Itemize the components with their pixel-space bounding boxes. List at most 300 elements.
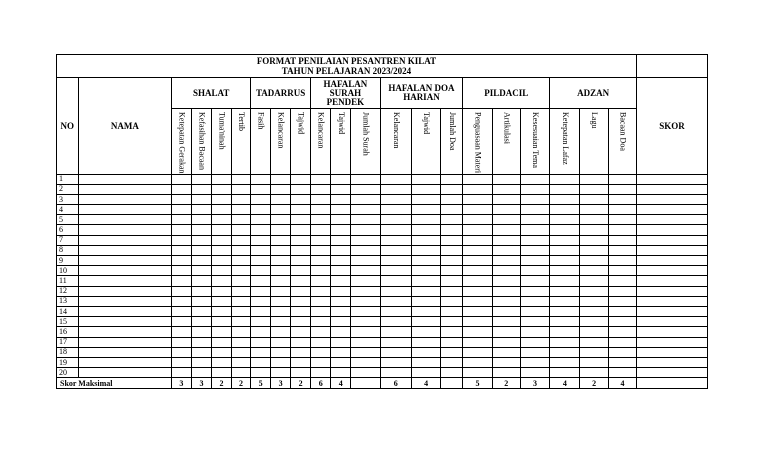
score-cell[interactable] xyxy=(291,256,311,266)
score-cell[interactable] xyxy=(78,215,172,225)
score-cell[interactable] xyxy=(270,205,291,215)
score-cell[interactable] xyxy=(463,174,493,184)
score-cell[interactable] xyxy=(520,286,550,296)
score-cell[interactable] xyxy=(550,327,580,337)
score-cell[interactable] xyxy=(212,225,232,235)
score-cell[interactable] xyxy=(191,205,212,215)
score-cell[interactable] xyxy=(78,337,172,347)
score-cell[interactable] xyxy=(580,215,609,225)
score-cell[interactable] xyxy=(191,215,212,225)
score-cell[interactable] xyxy=(411,184,441,194)
score-cell[interactable] xyxy=(191,347,212,357)
score-cell[interactable] xyxy=(191,276,212,286)
score-cell[interactable] xyxy=(520,317,550,327)
score-cell[interactable] xyxy=(380,205,411,215)
score-cell[interactable] xyxy=(331,174,351,184)
score-cell[interactable] xyxy=(212,205,232,215)
score-cell[interactable] xyxy=(291,337,311,347)
score-cell[interactable] xyxy=(331,256,351,266)
score-cell[interactable] xyxy=(251,235,271,245)
score-cell[interactable] xyxy=(251,368,271,378)
score-cell[interactable] xyxy=(212,296,232,306)
score-cell[interactable] xyxy=(492,215,520,225)
score-cell[interactable] xyxy=(463,215,493,225)
score-cell[interactable] xyxy=(291,296,311,306)
score-cell[interactable] xyxy=(291,235,311,245)
score-cell[interactable] xyxy=(191,306,212,316)
score-cell[interactable] xyxy=(270,174,291,184)
score-cell[interactable] xyxy=(463,256,493,266)
score-cell[interactable] xyxy=(520,368,550,378)
score-cell[interactable] xyxy=(212,184,232,194)
score-cell[interactable] xyxy=(270,327,291,337)
score-cell[interactable] xyxy=(251,184,271,194)
score-cell[interactable] xyxy=(580,266,609,276)
score-cell[interactable] xyxy=(441,215,463,225)
score-cell[interactable] xyxy=(231,184,251,194)
score-cell[interactable] xyxy=(411,276,441,286)
score-cell[interactable] xyxy=(191,174,212,184)
score-cell[interactable] xyxy=(172,215,192,225)
score-cell[interactable] xyxy=(580,194,609,204)
score-cell[interactable] xyxy=(609,225,637,235)
score-cell[interactable] xyxy=(550,235,580,245)
score-cell[interactable] xyxy=(212,276,232,286)
score-cell[interactable] xyxy=(411,245,441,255)
score-cell[interactable] xyxy=(351,266,381,276)
score-cell[interactable] xyxy=(172,174,192,184)
score-cell[interactable] xyxy=(331,266,351,276)
score-cell[interactable] xyxy=(331,194,351,204)
score-cell[interactable] xyxy=(251,266,271,276)
score-cell[interactable] xyxy=(520,337,550,347)
score-cell[interactable] xyxy=(310,357,331,367)
score-cell[interactable] xyxy=(291,205,311,215)
score-cell[interactable] xyxy=(441,256,463,266)
score-cell[interactable] xyxy=(463,194,493,204)
score-cell[interactable] xyxy=(636,194,707,204)
score-cell[interactable] xyxy=(441,368,463,378)
score-cell[interactable] xyxy=(251,317,271,327)
score-cell[interactable] xyxy=(411,194,441,204)
score-cell[interactable] xyxy=(520,235,550,245)
score-cell[interactable] xyxy=(351,286,381,296)
score-cell[interactable] xyxy=(492,327,520,337)
score-cell[interactable] xyxy=(636,266,707,276)
score-cell[interactable] xyxy=(580,337,609,347)
score-cell[interactable] xyxy=(270,368,291,378)
score-cell[interactable] xyxy=(270,194,291,204)
score-cell[interactable] xyxy=(331,296,351,306)
score-cell[interactable] xyxy=(609,296,637,306)
score-cell[interactable] xyxy=(331,357,351,367)
score-cell[interactable] xyxy=(291,225,311,235)
score-cell[interactable] xyxy=(380,174,411,184)
score-cell[interactable] xyxy=(520,245,550,255)
score-cell[interactable] xyxy=(310,276,331,286)
score-cell[interactable] xyxy=(251,225,271,235)
score-cell[interactable] xyxy=(251,357,271,367)
score-cell[interactable] xyxy=(78,306,172,316)
score-cell[interactable] xyxy=(331,245,351,255)
score-cell[interactable] xyxy=(411,296,441,306)
score-cell[interactable] xyxy=(441,235,463,245)
score-cell[interactable] xyxy=(172,276,192,286)
score-cell[interactable] xyxy=(212,256,232,266)
score-cell[interactable] xyxy=(191,296,212,306)
score-cell[interactable] xyxy=(251,337,271,347)
score-cell[interactable] xyxy=(636,317,707,327)
score-cell[interactable] xyxy=(212,194,232,204)
score-cell[interactable] xyxy=(380,317,411,327)
score-cell[interactable] xyxy=(310,337,331,347)
score-cell[interactable] xyxy=(291,368,311,378)
score-cell[interactable] xyxy=(331,205,351,215)
score-cell[interactable] xyxy=(492,317,520,327)
score-cell[interactable] xyxy=(520,296,550,306)
score-cell[interactable] xyxy=(231,327,251,337)
score-cell[interactable] xyxy=(251,256,271,266)
score-cell[interactable] xyxy=(463,368,493,378)
score-cell[interactable] xyxy=(291,347,311,357)
score-cell[interactable] xyxy=(310,306,331,316)
score-cell[interactable] xyxy=(172,225,192,235)
score-cell[interactable] xyxy=(441,245,463,255)
score-cell[interactable] xyxy=(212,174,232,184)
score-cell[interactable] xyxy=(231,256,251,266)
score-cell[interactable] xyxy=(172,256,192,266)
score-cell[interactable] xyxy=(291,184,311,194)
score-cell[interactable] xyxy=(270,306,291,316)
score-cell[interactable] xyxy=(636,184,707,194)
score-cell[interactable] xyxy=(463,266,493,276)
score-cell[interactable] xyxy=(463,276,493,286)
score-cell[interactable] xyxy=(550,368,580,378)
score-cell[interactable] xyxy=(191,337,212,347)
score-cell[interactable] xyxy=(463,286,493,296)
score-cell[interactable] xyxy=(636,256,707,266)
score-cell[interactable] xyxy=(550,174,580,184)
score-cell[interactable] xyxy=(609,266,637,276)
score-cell[interactable] xyxy=(380,266,411,276)
score-cell[interactable] xyxy=(441,286,463,296)
score-cell[interactable] xyxy=(310,347,331,357)
score-cell[interactable] xyxy=(191,286,212,296)
score-cell[interactable] xyxy=(609,184,637,194)
score-cell[interactable] xyxy=(441,266,463,276)
score-cell[interactable] xyxy=(550,205,580,215)
score-cell[interactable] xyxy=(78,286,172,296)
score-cell[interactable] xyxy=(580,256,609,266)
score-cell[interactable] xyxy=(310,256,331,266)
score-cell[interactable] xyxy=(270,296,291,306)
score-cell[interactable] xyxy=(270,266,291,276)
score-cell[interactable] xyxy=(609,276,637,286)
score-cell[interactable] xyxy=(380,235,411,245)
score-cell[interactable] xyxy=(231,215,251,225)
score-cell[interactable] xyxy=(351,184,381,194)
score-cell[interactable] xyxy=(411,256,441,266)
score-cell[interactable] xyxy=(492,174,520,184)
score-cell[interactable] xyxy=(441,184,463,194)
score-cell[interactable] xyxy=(270,276,291,286)
score-cell[interactable] xyxy=(636,368,707,378)
score-cell[interactable] xyxy=(609,368,637,378)
score-cell[interactable] xyxy=(520,357,550,367)
score-cell[interactable] xyxy=(78,347,172,357)
score-cell[interactable] xyxy=(310,174,331,184)
score-cell[interactable] xyxy=(636,286,707,296)
score-cell[interactable] xyxy=(492,266,520,276)
score-cell[interactable] xyxy=(380,256,411,266)
score-cell[interactable] xyxy=(212,317,232,327)
score-cell[interactable] xyxy=(78,276,172,286)
score-cell[interactable] xyxy=(441,337,463,347)
score-cell[interactable] xyxy=(231,357,251,367)
score-cell[interactable] xyxy=(231,286,251,296)
score-cell[interactable] xyxy=(520,256,550,266)
score-cell[interactable] xyxy=(78,235,172,245)
score-cell[interactable] xyxy=(231,306,251,316)
score-cell[interactable] xyxy=(580,357,609,367)
score-cell[interactable] xyxy=(520,205,550,215)
score-cell[interactable] xyxy=(351,368,381,378)
score-cell[interactable] xyxy=(380,337,411,347)
score-cell[interactable] xyxy=(609,205,637,215)
score-cell[interactable] xyxy=(310,296,331,306)
score-cell[interactable] xyxy=(191,245,212,255)
score-cell[interactable] xyxy=(172,327,192,337)
score-cell[interactable] xyxy=(550,256,580,266)
score-cell[interactable] xyxy=(251,245,271,255)
score-cell[interactable] xyxy=(351,245,381,255)
score-cell[interactable] xyxy=(411,337,441,347)
score-cell[interactable] xyxy=(212,286,232,296)
score-cell[interactable] xyxy=(492,194,520,204)
score-cell[interactable] xyxy=(636,245,707,255)
score-cell[interactable] xyxy=(78,327,172,337)
score-cell[interactable] xyxy=(172,368,192,378)
score-cell[interactable] xyxy=(550,276,580,286)
score-cell[interactable] xyxy=(291,266,311,276)
score-cell[interactable] xyxy=(609,357,637,367)
score-cell[interactable] xyxy=(172,235,192,245)
score-cell[interactable] xyxy=(380,357,411,367)
score-cell[interactable] xyxy=(609,306,637,316)
score-cell[interactable] xyxy=(380,286,411,296)
score-cell[interactable] xyxy=(550,317,580,327)
score-cell[interactable] xyxy=(636,296,707,306)
score-cell[interactable] xyxy=(351,357,381,367)
score-cell[interactable] xyxy=(291,286,311,296)
score-cell[interactable] xyxy=(251,205,271,215)
score-cell[interactable] xyxy=(191,327,212,337)
score-cell[interactable] xyxy=(291,245,311,255)
score-cell[interactable] xyxy=(231,235,251,245)
score-cell[interactable] xyxy=(270,245,291,255)
score-cell[interactable] xyxy=(580,327,609,337)
score-cell[interactable] xyxy=(191,256,212,266)
score-cell[interactable] xyxy=(172,317,192,327)
score-cell[interactable] xyxy=(291,306,311,316)
score-cell[interactable] xyxy=(310,327,331,337)
score-cell[interactable] xyxy=(78,245,172,255)
score-cell[interactable] xyxy=(172,337,192,347)
score-cell[interactable] xyxy=(78,205,172,215)
score-cell[interactable] xyxy=(78,225,172,235)
score-cell[interactable] xyxy=(550,306,580,316)
score-cell[interactable] xyxy=(580,276,609,286)
score-cell[interactable] xyxy=(380,276,411,286)
score-cell[interactable] xyxy=(172,347,192,357)
score-cell[interactable] xyxy=(351,205,381,215)
score-cell[interactable] xyxy=(331,225,351,235)
score-cell[interactable] xyxy=(291,327,311,337)
score-cell[interactable] xyxy=(520,347,550,357)
score-cell[interactable] xyxy=(212,266,232,276)
score-cell[interactable] xyxy=(441,205,463,215)
score-cell[interactable] xyxy=(550,337,580,347)
score-cell[interactable] xyxy=(411,368,441,378)
score-cell[interactable] xyxy=(310,184,331,194)
score-cell[interactable] xyxy=(231,245,251,255)
score-cell[interactable] xyxy=(331,368,351,378)
score-cell[interactable] xyxy=(580,235,609,245)
score-cell[interactable] xyxy=(291,357,311,367)
score-cell[interactable] xyxy=(231,317,251,327)
score-cell[interactable] xyxy=(609,347,637,357)
score-cell[interactable] xyxy=(191,357,212,367)
score-cell[interactable] xyxy=(550,194,580,204)
score-cell[interactable] xyxy=(78,266,172,276)
score-cell[interactable] xyxy=(609,215,637,225)
score-cell[interactable] xyxy=(331,306,351,316)
score-cell[interactable] xyxy=(411,306,441,316)
score-cell[interactable] xyxy=(191,184,212,194)
score-cell[interactable] xyxy=(550,286,580,296)
score-cell[interactable] xyxy=(251,276,271,286)
score-cell[interactable] xyxy=(251,174,271,184)
score-cell[interactable] xyxy=(331,327,351,337)
score-cell[interactable] xyxy=(550,184,580,194)
score-cell[interactable] xyxy=(580,174,609,184)
score-cell[interactable] xyxy=(351,215,381,225)
score-cell[interactable] xyxy=(351,337,381,347)
score-cell[interactable] xyxy=(231,225,251,235)
score-cell[interactable] xyxy=(463,337,493,347)
score-cell[interactable] xyxy=(351,296,381,306)
score-cell[interactable] xyxy=(609,174,637,184)
score-cell[interactable] xyxy=(78,317,172,327)
score-cell[interactable] xyxy=(550,225,580,235)
score-cell[interactable] xyxy=(636,205,707,215)
score-cell[interactable] xyxy=(520,266,550,276)
score-cell[interactable] xyxy=(251,215,271,225)
score-cell[interactable] xyxy=(636,327,707,337)
score-cell[interactable] xyxy=(310,194,331,204)
score-cell[interactable] xyxy=(291,276,311,286)
score-cell[interactable] xyxy=(231,368,251,378)
score-cell[interactable] xyxy=(441,327,463,337)
score-cell[interactable] xyxy=(609,194,637,204)
score-cell[interactable] xyxy=(231,205,251,215)
score-cell[interactable] xyxy=(492,235,520,245)
score-cell[interactable] xyxy=(441,174,463,184)
score-cell[interactable] xyxy=(441,276,463,286)
score-cell[interactable] xyxy=(351,235,381,245)
score-cell[interactable] xyxy=(172,184,192,194)
score-cell[interactable] xyxy=(231,347,251,357)
score-cell[interactable] xyxy=(580,296,609,306)
score-cell[interactable] xyxy=(310,205,331,215)
score-cell[interactable] xyxy=(463,347,493,357)
score-cell[interactable] xyxy=(270,184,291,194)
score-cell[interactable] xyxy=(580,286,609,296)
score-cell[interactable] xyxy=(270,235,291,245)
score-cell[interactable] xyxy=(78,357,172,367)
score-cell[interactable] xyxy=(463,296,493,306)
score-cell[interactable] xyxy=(492,357,520,367)
score-cell[interactable] xyxy=(172,357,192,367)
score-cell[interactable] xyxy=(492,245,520,255)
score-cell[interactable] xyxy=(212,306,232,316)
score-cell[interactable] xyxy=(351,174,381,184)
score-cell[interactable] xyxy=(636,347,707,357)
score-cell[interactable] xyxy=(212,337,232,347)
score-cell[interactable] xyxy=(212,368,232,378)
score-cell[interactable] xyxy=(231,296,251,306)
score-cell[interactable] xyxy=(270,286,291,296)
score-cell[interactable] xyxy=(492,296,520,306)
score-cell[interactable] xyxy=(636,225,707,235)
score-cell[interactable] xyxy=(351,225,381,235)
score-cell[interactable] xyxy=(411,266,441,276)
score-cell[interactable] xyxy=(351,327,381,337)
score-cell[interactable] xyxy=(380,368,411,378)
score-cell[interactable] xyxy=(212,327,232,337)
score-cell[interactable] xyxy=(411,225,441,235)
score-cell[interactable] xyxy=(270,317,291,327)
score-cell[interactable] xyxy=(191,194,212,204)
score-cell[interactable] xyxy=(492,306,520,316)
score-cell[interactable] xyxy=(310,368,331,378)
score-cell[interactable] xyxy=(411,317,441,327)
score-cell[interactable] xyxy=(550,296,580,306)
score-cell[interactable] xyxy=(580,306,609,316)
score-cell[interactable] xyxy=(172,194,192,204)
score-cell[interactable] xyxy=(331,235,351,245)
score-cell[interactable] xyxy=(636,174,707,184)
score-cell[interactable] xyxy=(463,357,493,367)
score-cell[interactable] xyxy=(310,215,331,225)
score-cell[interactable] xyxy=(191,235,212,245)
score-cell[interactable] xyxy=(310,266,331,276)
score-cell[interactable] xyxy=(251,306,271,316)
score-cell[interactable] xyxy=(441,357,463,367)
score-cell[interactable] xyxy=(580,347,609,357)
score-cell[interactable] xyxy=(310,235,331,245)
score-cell[interactable] xyxy=(441,317,463,327)
score-cell[interactable] xyxy=(331,337,351,347)
score-cell[interactable] xyxy=(580,317,609,327)
score-cell[interactable] xyxy=(380,225,411,235)
score-cell[interactable] xyxy=(609,337,637,347)
score-cell[interactable] xyxy=(351,306,381,316)
score-cell[interactable] xyxy=(550,347,580,357)
score-cell[interactable] xyxy=(550,215,580,225)
score-cell[interactable] xyxy=(492,347,520,357)
score-cell[interactable] xyxy=(291,194,311,204)
